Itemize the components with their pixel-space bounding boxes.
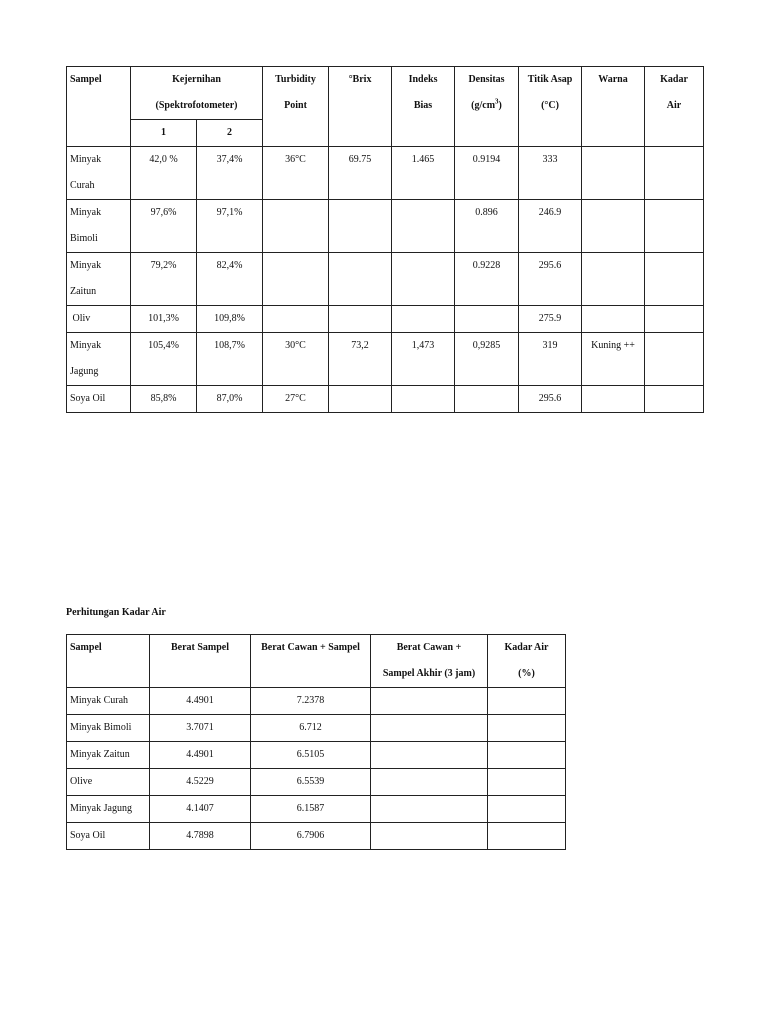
cell-indeks — [392, 386, 455, 413]
cell-text: 295.6 — [538, 393, 562, 404]
header-akhir — [371, 635, 488, 688]
cell-warna — [582, 333, 645, 386]
cell-titik-asap — [519, 200, 582, 253]
table-row — [67, 333, 704, 386]
cell-text: Kuning ++ — [591, 340, 635, 351]
header-berat — [150, 635, 251, 688]
cell-kejernihan-1 — [131, 253, 197, 306]
table-row — [67, 742, 566, 769]
cell-kadar — [488, 823, 566, 850]
cell-brix — [329, 147, 392, 200]
cell-text: 42,0 % — [149, 154, 178, 165]
cell-sampel: Olive — [67, 769, 150, 796]
cell-indeks — [392, 333, 455, 386]
cell-text: 1,473 — [411, 340, 435, 351]
header-kadar-air — [645, 67, 704, 147]
cell-indeks — [392, 147, 455, 200]
cell-text: 101,3% — [148, 313, 179, 324]
table-row — [67, 386, 704, 413]
cell-kadar-air — [645, 147, 704, 200]
cell-kejernihan-2 — [197, 306, 263, 333]
cell-berat: 4.4901 — [150, 742, 251, 769]
table-row — [67, 823, 566, 850]
header-berat-text: Berat Sampel — [170, 642, 230, 653]
cell-kejernihan-1 — [131, 333, 197, 386]
cell-kejernihan-2 — [197, 200, 263, 253]
header-kadar — [488, 635, 566, 688]
cell-kadar-air — [645, 386, 704, 413]
cell-text: 109,8% — [214, 313, 245, 324]
cell-text: 0.9228 — [472, 260, 501, 271]
header-turbidity — [263, 67, 329, 147]
header-titik-asap — [519, 67, 582, 147]
cell-kadar — [488, 742, 566, 769]
header-sampel-text: Sampel — [70, 642, 102, 653]
cell-densitas — [455, 200, 519, 253]
header-cawan-text: Berat Cawan + Sampel — [261, 642, 360, 653]
cell-text: Minyak — [70, 340, 102, 351]
cell-text: Curah — [70, 180, 95, 191]
kadar-air-table — [66, 634, 566, 850]
header-indeks — [392, 67, 455, 147]
cell-kadar-air — [645, 333, 704, 386]
cell-text: 85,8% — [150, 393, 177, 404]
cell-brix — [329, 386, 392, 413]
cell-turbidity — [263, 306, 329, 333]
cell-indeks — [392, 306, 455, 333]
cell-text: 1.465 — [411, 154, 435, 165]
header-densitas-line1: Densitas — [468, 74, 505, 85]
cell-warna — [582, 386, 645, 413]
cell-text: Minyak — [70, 260, 102, 271]
table-row — [67, 200, 704, 253]
header-densitas — [455, 67, 519, 147]
cell-titik-asap — [519, 306, 582, 333]
header-warna-text: Warna — [598, 74, 628, 85]
cell-text: 0.896 — [475, 207, 498, 218]
header-kejernihan-1: 1 — [131, 120, 197, 147]
cell-text: 108,7% — [214, 340, 245, 351]
table-row — [67, 253, 704, 306]
cell-berat: 4.4901 — [150, 688, 251, 715]
cell-text: 82,4% — [216, 260, 243, 271]
cell-text: Jagung — [70, 366, 99, 377]
cell-brix — [329, 333, 392, 386]
properties-table — [66, 66, 704, 413]
cell-text: 0.9194 — [472, 154, 501, 165]
header-densitas-line2 — [455, 93, 518, 119]
cell-densitas — [455, 253, 519, 306]
cell-turbidity — [263, 386, 329, 413]
header-row — [67, 635, 566, 688]
cell-turbidity — [263, 253, 329, 306]
cell-kejernihan-1 — [131, 147, 197, 200]
cell-text: 36°C — [285, 154, 306, 165]
cell-text: 27°C — [285, 393, 306, 404]
cell-sampel — [67, 306, 131, 333]
table-row — [67, 796, 566, 823]
cell-sampel — [67, 386, 131, 413]
cell-sampel: Minyak Curah — [67, 688, 150, 715]
cell-kejernihan-2 — [197, 386, 263, 413]
cell-cawan: 6.7906 — [251, 823, 371, 850]
cell-turbidity — [263, 200, 329, 253]
header-sampel — [67, 635, 150, 688]
table-row — [67, 769, 566, 796]
cell-text: 37,4% — [216, 154, 243, 165]
cell-densitas — [455, 306, 519, 333]
cell-cawan: 6.712 — [251, 715, 371, 742]
header-titik-line1: Titik Asap — [527, 74, 573, 85]
cell-sampel: Soya Oil — [67, 823, 150, 850]
cell-sampel: Minyak Zaitun — [67, 742, 150, 769]
cell-warna — [582, 306, 645, 333]
cell-kadar — [488, 796, 566, 823]
densitas-unit: (g/cm — [471, 100, 496, 111]
cell-densitas — [455, 147, 519, 200]
cell-text: 295.6 — [538, 260, 562, 271]
header-turbidity-line1: Turbidity — [275, 74, 316, 85]
cell-sampel — [67, 200, 131, 253]
header-kadar-line1: Kadar Air — [504, 642, 549, 653]
cell-berat: 4.7898 — [150, 823, 251, 850]
cell-text: Zaitun — [70, 286, 97, 297]
densitas-close: ) — [498, 100, 502, 111]
cell-akhir — [371, 688, 488, 715]
cell-sampel — [67, 253, 131, 306]
cell-turbidity — [263, 333, 329, 386]
cell-cawan: 6.1587 — [251, 796, 371, 823]
cell-turbidity — [263, 147, 329, 200]
cell-akhir — [371, 715, 488, 742]
cell-kejernihan-1 — [131, 386, 197, 413]
cell-text: 246.9 — [538, 207, 562, 218]
header-row — [67, 67, 704, 120]
cell-text: 79,2% — [150, 260, 177, 271]
cell-sampel — [67, 333, 131, 386]
cell-kadar — [488, 688, 566, 715]
cell-berat: 3.7071 — [150, 715, 251, 742]
cell-sampel: Minyak Jagung — [67, 796, 150, 823]
cell-text: Minyak — [70, 207, 102, 218]
cell-akhir — [371, 823, 488, 850]
header-indeks-line2: Bias — [413, 100, 433, 111]
table-row — [67, 147, 704, 200]
header-kadar-line2: Air — [666, 100, 682, 111]
cell-brix — [329, 200, 392, 253]
table-row — [67, 688, 566, 715]
cell-text: Oliv — [70, 313, 91, 324]
cell-kadar — [488, 769, 566, 796]
table-row — [67, 306, 704, 333]
table-row — [67, 715, 566, 742]
cell-kadar — [488, 715, 566, 742]
header-kadar-line2: (%) — [518, 668, 535, 679]
cell-cawan: 7.2378 — [251, 688, 371, 715]
header-brix-text: °Brix — [348, 74, 372, 85]
cell-sampel: Minyak Bimoli — [67, 715, 150, 742]
header-brix — [329, 67, 392, 147]
cell-text: 97,1% — [216, 207, 243, 218]
cell-text: 69.75 — [348, 154, 372, 165]
cell-text: 333 — [542, 154, 558, 165]
cell-text: 275.9 — [538, 313, 562, 324]
header-akhir-line1: Berat Cawan + — [396, 642, 462, 653]
cell-densitas — [455, 386, 519, 413]
cell-text: Soya Oil — [70, 393, 106, 404]
header-warna — [582, 67, 645, 147]
cell-text: 97,6% — [150, 207, 177, 218]
cell-indeks — [392, 253, 455, 306]
cell-cawan: 6.5539 — [251, 769, 371, 796]
cell-indeks — [392, 200, 455, 253]
header-akhir-line2: Sampel Akhir (3 jam) — [382, 668, 476, 679]
cell-kadar-air — [645, 306, 704, 333]
cell-warna — [582, 147, 645, 200]
cell-akhir — [371, 796, 488, 823]
cell-kejernihan-1 — [131, 200, 197, 253]
cell-warna — [582, 200, 645, 253]
header-kejernihan — [131, 67, 263, 120]
cell-berat: 4.1407 — [150, 796, 251, 823]
cell-text: Bimoli — [70, 233, 98, 244]
cell-text: 0,9285 — [472, 340, 501, 351]
densitas-superscript: 3 — [495, 97, 499, 106]
header-indeks-line1: Indeks — [408, 74, 438, 85]
cell-brix — [329, 253, 392, 306]
cell-text: 319 — [542, 340, 558, 351]
cell-text: 30°C — [285, 340, 306, 351]
cell-kejernihan-2 — [197, 253, 263, 306]
cell-brix — [329, 306, 392, 333]
header-turbidity-line2: Point — [284, 100, 307, 111]
cell-akhir — [371, 742, 488, 769]
header-cawan-sampel — [251, 635, 371, 688]
cell-titik-asap — [519, 147, 582, 200]
header-kejernihan-line2: (Spektrofotometer) — [155, 100, 238, 111]
cell-sampel — [67, 147, 131, 200]
cell-text: 105,4% — [148, 340, 179, 351]
cell-cawan: 6.5105 — [251, 742, 371, 769]
cell-titik-asap — [519, 333, 582, 386]
cell-titik-asap — [519, 253, 582, 306]
cell-text: Minyak — [70, 154, 102, 165]
cell-kadar-air — [645, 200, 704, 253]
header-kejernihan-line1: Kejernihan — [172, 74, 221, 85]
header-kadar-line1: Kadar — [660, 74, 688, 85]
cell-titik-asap — [519, 386, 582, 413]
cell-berat: 4.5229 — [150, 769, 251, 796]
cell-warna — [582, 253, 645, 306]
header-sampel — [67, 67, 131, 147]
kadar-air-title: Perhitungan Kadar Air — [66, 607, 166, 618]
header-titik-line2: (°C) — [541, 100, 559, 111]
header-kejernihan-2: 2 — [197, 120, 263, 147]
cell-text: 87,0% — [216, 393, 243, 404]
cell-densitas — [455, 333, 519, 386]
cell-kejernihan-2 — [197, 333, 263, 386]
cell-text: 73,2 — [351, 340, 369, 351]
cell-akhir — [371, 769, 488, 796]
header-sampel-text: Sampel — [70, 74, 102, 85]
cell-kejernihan-1 — [131, 306, 197, 333]
cell-kejernihan-2 — [197, 147, 263, 200]
cell-kadar-air — [645, 253, 704, 306]
